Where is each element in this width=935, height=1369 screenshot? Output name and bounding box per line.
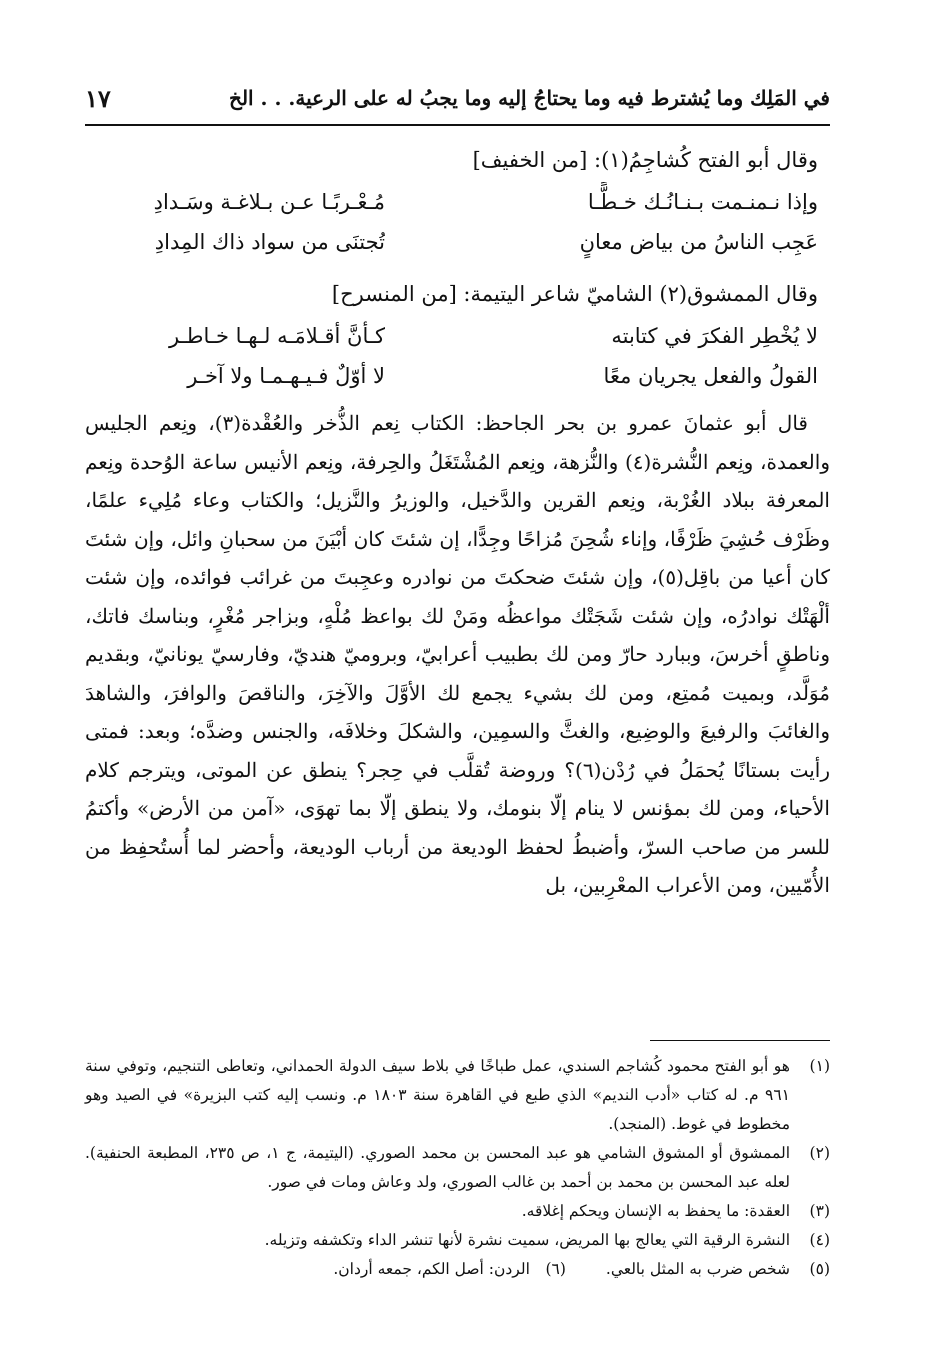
verse-line [85,316,830,356]
poem-intro-2: وقال الممشوق(٢) الشاميّ شاعر اليتيمة: [من المنسرح] [331,282,818,306]
verse-hemistich: عَجِب الناسُ من بياض معانٍ [579,230,818,254]
verse-hemistich: لا أوّلٌ فـيـهـمـا ولا آخـر [187,364,385,388]
verse-hemistich: كـأنَّ أقـلامَـه لـهـا خـاطـر [169,324,385,348]
verse-hemistich: لا يُخْطِر الفكرَ في كتابته [611,324,818,348]
footnote-pair [85,1255,830,1284]
footnote-number: (٢) [809,1144,830,1162]
verse-line [85,222,830,262]
footnote-text: الردن: أصل الكم، جمعه أردان. [333,1260,530,1278]
footnote-number: (٦) [545,1260,566,1278]
footnote-number: (٥) [809,1260,830,1278]
verse-hemistich: مُـعْـربًـا عـن بـلاغـة وسَـدادِ [153,190,385,214]
footnote [85,1197,830,1226]
running-title: في المَلِك وما يُشترط فيه وما يحتاجُ إليه وما يجبُ له على الرعية. . . الخ [229,86,830,110]
header-rule [85,124,830,126]
footnote-number: (٣) [809,1202,830,1220]
running-header [85,80,830,120]
footnote-number: (٤) [809,1231,830,1249]
footnote-text: شخص ضرب به المثل بالعي. [605,1260,790,1278]
prose-paragraph: قال أبو عثمانَ عمرو بن بحر الجاحظ: الكتاب نِعم الذُّخر والعُقْدة(٣)، ونِعم الجليس والعمدة، ونِعم النُّشرة(٤) والنُّزهة، ونِعم المُشْتَغَلُ والحِرفة، ونِعم الأنيس ساعة الوُحدة ونِعم المعرفة ببلاد الغُرْبة، ونِعم القرين والدَّخيل، والوزيرُ والنَّزيل؛ والكتاب وعاء مُلِيء علمًا، وظَرْف حُشِيَ ظَرْفًا، وإناء شُحِنَ مُزاحًا وجِدًّا، إن شئتَ كان أبْيَنَ من سحبانِ وائل، وإن شئتَ كان أعيا من باقِل(٥)، وإن شئتَ ضحكتَ من نوادره وعجِبتَ من غرائب فوائده، وإن شئت ألْهَتْك نوادرُه، وإن شئت شَجَتْك مواعظُه ومَنْ لك بواعظ مُلْهٍ، وبزاجر مُغْرٍ، وبناسك فاتك، وناطقٍ أخرسَ، وببارد حارّ ومن لك بطبيب أعرابيّ، وبروميّ هنديّ، وفارسيّ يونانيّ، وبقديم مُوَلَّد، وبميت مُمتِع، ومن لك بشيء يجمع لك الأوَّلَ والآخِرَ، والناقصَ والوافرَ، والشاهدَ والغائبَ والرفيعَ والوضِيع، والغثَّ والسمِين، والشكلَ وخلافَه، والجنس وضدَّه؛ وبعد: فمتى رأيت بستانًا يُحمَلُ في رُدْن(٦)؟ وروضة تُقلَّب في حِجر؟ ينطق عن الموتى، ويترجم كلام الأحياء، ومن لك بمؤنس لا ينام إلّا بنومك، ولا ينطق إلّا بما تهوَى، «آمن من الأرض» وأكتمُ للسر من صاحب السرّ، وأضبطُ لحفظ الوديعة من أرباب الوديعة، وأحضر لما أُستُحفِظ من الأُمّيين، ومن الأعراب المعْرِبين، بل [85,411,830,897]
footnote [85,1226,830,1255]
footnote [85,1052,830,1139]
footnotes [85,1052,830,1284]
footnote-text: النشرة الرقية التي يعالج بها المريض، سميت نشرة لأنها تنشر الداء وتكشفه وتزيله. [264,1231,790,1249]
page-number: ١٧ [85,84,111,113]
verse-hemistich: تُجتنَى من سواد ذاك المِدادِ [154,230,385,254]
main-text [85,138,830,905]
footnote-text: هو أبو الفتح محمود كُشاجم السندي، عمل طباخًا في بلاط سيف الدولة الحمداني، وتعاطى التنجيم، وتوفي سنة ٩٦١ م. له كتاب «أدب النديم» الذي طبع في القاهرة سنة ١٨٠٣ م. ونسب إليه كتب البزيرة» في الصيد وهو مخطوط في غوط. (المنجد). [85,1057,790,1133]
footnote-number: (١) [809,1057,830,1075]
footnote-rule [650,1040,830,1041]
verse-hemistich: القولُ والفعل يجريان معًا [603,364,818,388]
footnote-text: العقدة: ما يحفظ به الإنسان ويحكم إغلاقه. [521,1202,790,1220]
document-page [85,80,830,1350]
verse-line [85,182,830,222]
verse-hemistich: وإذا نـمنـمت بـنـانُـك خـطًّـا [587,190,818,214]
verse-line [85,356,830,396]
footnote [85,1139,830,1197]
footnote-text: الممشوق أو المشوق الشامي هو عبد المحسن بن محمد الصوري. (اليتيمة، ج ١، ص ٢٣٥، المطبعة الحنفية). لعله عبد المحسن بن محمد بن أحمد بن غالب الصوري، ولد وعاش ومات في صور. [85,1144,791,1191]
poem-intro-1: وقال أبو الفتح كُشاجِمُ(١): [من الخفيف] [472,148,818,172]
